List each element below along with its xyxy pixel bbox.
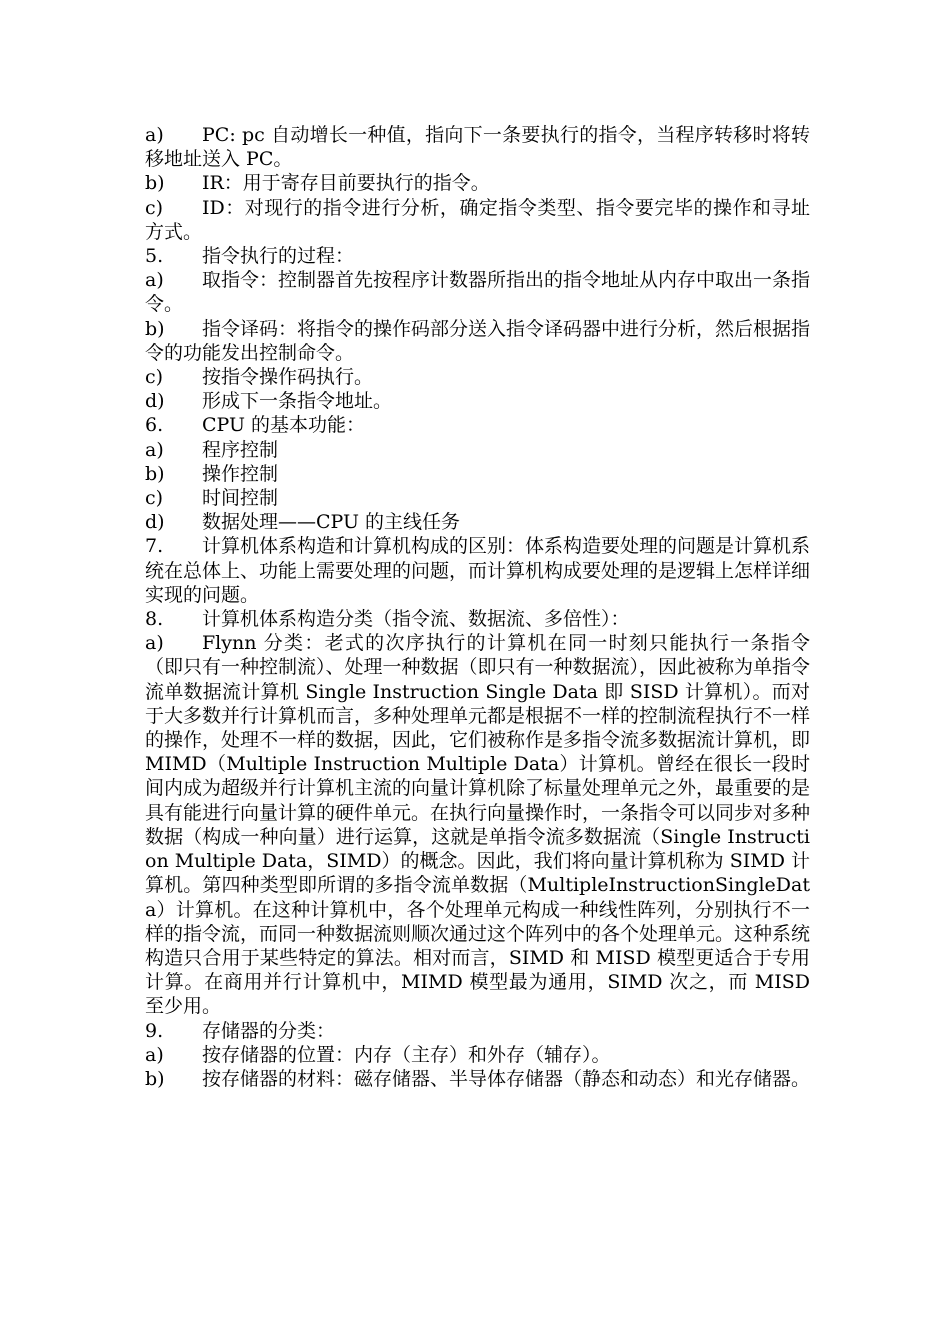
list-item-flynn: [145, 631, 810, 1018]
list-item-fetch: [145, 268, 810, 316]
list-item-pc: [145, 123, 810, 171]
list-marker: a): [145, 124, 164, 146]
list-item-storage-location: [145, 1043, 810, 1067]
list-marker: b): [145, 462, 165, 485]
document-page: [145, 123, 810, 1091]
list-item-decode: [145, 317, 810, 365]
list-marker: a): [145, 632, 164, 655]
list-item-next-address: [145, 389, 810, 413]
list-marker: c): [145, 487, 164, 510]
list-marker: a): [145, 269, 164, 292]
list-item-time-control: [145, 486, 810, 510]
list-item-text: 按存储器的位置：内存（主存）和外存（辅存）。: [202, 1043, 611, 1066]
section-heading-text: 计算机体系构造和计算机构成的区别：体系构造要处理的问题是计算机系统在总体上、功能上需要处理的问题，而计算机构成要处理的是逻辑上怎样详细实现的问题。: [145, 535, 811, 606]
section-heading-5: [145, 244, 810, 268]
list-marker: b): [145, 172, 165, 195]
list-item-operation-control: [145, 462, 810, 486]
section-heading-9: [145, 1019, 810, 1043]
list-marker: 5.: [145, 245, 164, 268]
section-heading-text: 计算机体系构造分类（指令流、数据流、多倍性）：: [202, 608, 630, 631]
list-marker: d): [145, 511, 165, 534]
list-item-text: 程序控制: [202, 438, 279, 461]
list-item-execute: [145, 365, 810, 389]
section-heading-text: 指令执行的过程：: [202, 245, 355, 268]
list-item-text: 时间控制: [202, 487, 279, 510]
section-heading-text: CPU 的基本功能：: [202, 414, 366, 437]
list-marker: 9.: [145, 1019, 164, 1042]
list-marker: a): [145, 1043, 164, 1066]
list-item-text: 数据处理——CPU 的主线任务: [202, 511, 461, 534]
section-heading-6: [145, 413, 810, 437]
list-marker: 6.: [145, 414, 164, 437]
list-marker: 7.: [145, 535, 164, 558]
list-item-text: 按指令操作码执行。: [202, 366, 374, 389]
list-item-text: 操作控制: [202, 462, 279, 485]
list-item-ir: [145, 171, 810, 195]
list-item-text: 形成下一条指令地址。: [202, 390, 393, 413]
list-item-text: IR：用于寄存目前要执行的指令。: [202, 172, 490, 195]
list-item-id: [145, 196, 810, 244]
list-marker: 8.: [145, 608, 164, 631]
list-marker: c): [145, 196, 164, 219]
list-marker: b): [145, 317, 165, 340]
list-item-text: 取指令：控制器首先按程序计数器所指出的指令地址从内存中取出一条指令。: [145, 269, 811, 316]
list-item-text: 按存储器的材料：磁存储器、半导体存储器（静态和动态）和光存储器。: [202, 1067, 811, 1090]
list-marker: b): [145, 1067, 165, 1090]
list-item-text: ID：对现行的指令进行分析，确定指令类型、指令要完毕的操作和寻址方式。: [145, 196, 810, 243]
section-heading-text: 存储器的分类：: [202, 1019, 336, 1042]
list-item-storage-material: [145, 1067, 810, 1091]
section-heading-8: [145, 607, 810, 631]
list-marker: d): [145, 390, 165, 413]
list-marker: c): [145, 366, 164, 389]
section-heading-7: [145, 534, 810, 607]
list-marker: a): [145, 438, 164, 461]
list-item-text: Flynn 分类：老式的次序执行的计算机在同一时刻只能执行一条指令（即只有一种控制流）、处理一种数据（即只有一种数据流），因此被称为单指令流单数据流计算机 Single Instruction Single Data 即 SISD 计算机）。而对于大多数并行计算机而言，多种处理单元都是根据不一样的控制流程执行不一样的操作，处理不一样的数据，因此，它们被称作是多指令流多数据流计算机，即 MIMD（Multiple Instruction Multiple Data）计算机。曾经在很长一段时间内成为超级并行计算机主流的向量计算机除了标量处理单元之外，最重要的是具有能进行向量计算的硬件单元。在执行向量操作时，一条指令可以同步对多种数据（构成一种向量）进行运算，这就是单指令流多数据流（Single Instruction Multiple Data，SIMD）的概念。因此，我们将向量计算机称为 SIMD 计算机。第四种类型即所谓的多指令流单数据（MultipleInstructionSingleData）计算机。在这种计算机中，各个处理单元构成一种线性阵列，分别执行不一样的指令流，而同一种数据流则顺次通过这个阵列中的各个处理单元。这种系统构造只合用于某些特定的算法。相对而言，SIMD 和 MISD 模型更适合于专用计算。在商用并行计算机中，MIMD 模型最为通用，SIMD 次之，而 MISD 至少用。: [145, 632, 811, 1018]
list-item-data-processing: [145, 510, 810, 534]
list-item-text: 指令译码：将指令的操作码部分送入指令译码器中进行分析，然后根据指令的功能发出控制命令。: [145, 317, 811, 364]
list-item-program-control: [145, 438, 810, 462]
list-item-text: PC: pc 自动增长一种值，指向下一条要执行的指令，当程序转移时将转移地址送入 PC。: [145, 124, 810, 171]
